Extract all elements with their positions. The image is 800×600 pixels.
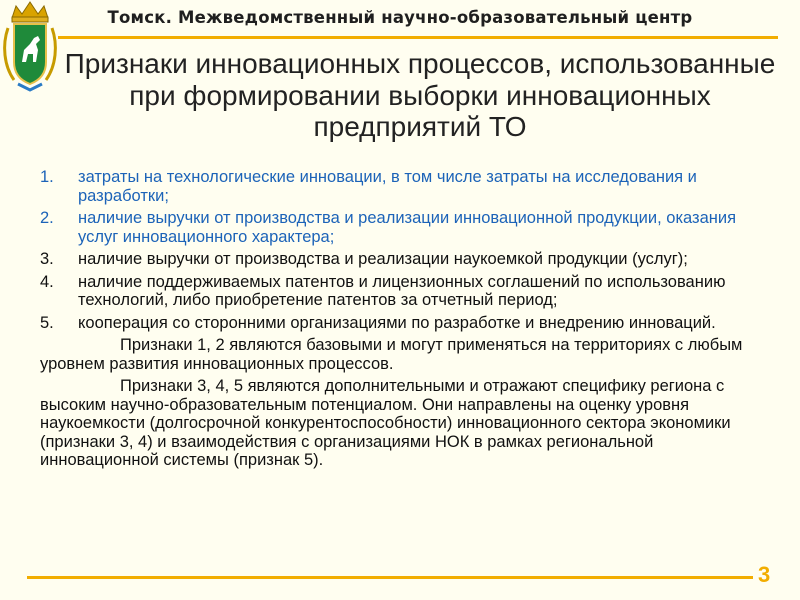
list-item (40, 250, 775, 269)
footer-divider (27, 576, 753, 579)
slide-content (40, 168, 775, 470)
base-criteria-paragraph: Признаки 1, 2 являются базовыми и могут применяться на территориях с любым уровнем развития инновационных процессов. (40, 336, 743, 373)
page-number: 3 (758, 562, 771, 587)
list-item-number: 4. (40, 272, 54, 291)
list-item-number: 5. (40, 313, 54, 332)
list-item-text: наличие выручки от производства и реализации наукоемкой продукции (услуг); (78, 250, 688, 268)
criteria-list (40, 168, 775, 332)
list-item-text: кооперация со сторонними организациями по разработке и внедрению инноваций. (78, 313, 716, 332)
list-item-text: затраты на технологические инновации, в том числе затраты на исследования и разработки; (78, 168, 697, 205)
list-item-text: наличие выручки от производства и реализации инновационной продукции, оказания услуг инновационного характера; (78, 209, 737, 246)
slide-title: Признаки инновационных процессов, использованные при формировании выборки инновационных предприятий ТО (64, 48, 776, 142)
list-item-number: 2. (40, 209, 54, 227)
additional-criteria-paragraph: Признаки 3, 4, 5 являются дополнительными и отражают специфику региона с высоким научно-образовательным потенциалом. Они направлены на оценку уровня наукоемкости (долгосрочной конкурентоспособности) инновационного сектора экономики (признаки 3, 4) и взаимодействия с организациями НОК в рамках региональной инновационной системы (признак 5). (40, 377, 731, 469)
organization-header: Томск. Межведомственный научно-образовательный центр (107, 8, 693, 27)
header-divider (58, 36, 778, 39)
list-item (40, 314, 775, 333)
list-item (40, 209, 775, 246)
list-item-text: наличие поддерживаемых патентов и лицензионных соглашений по использованию технологий, либо приобретение патентов за отчетный период; (78, 272, 726, 309)
list-item-number: 3. (40, 250, 54, 268)
list-item (40, 273, 775, 310)
list-item (40, 168, 775, 205)
list-item-number: 1. (40, 168, 54, 186)
